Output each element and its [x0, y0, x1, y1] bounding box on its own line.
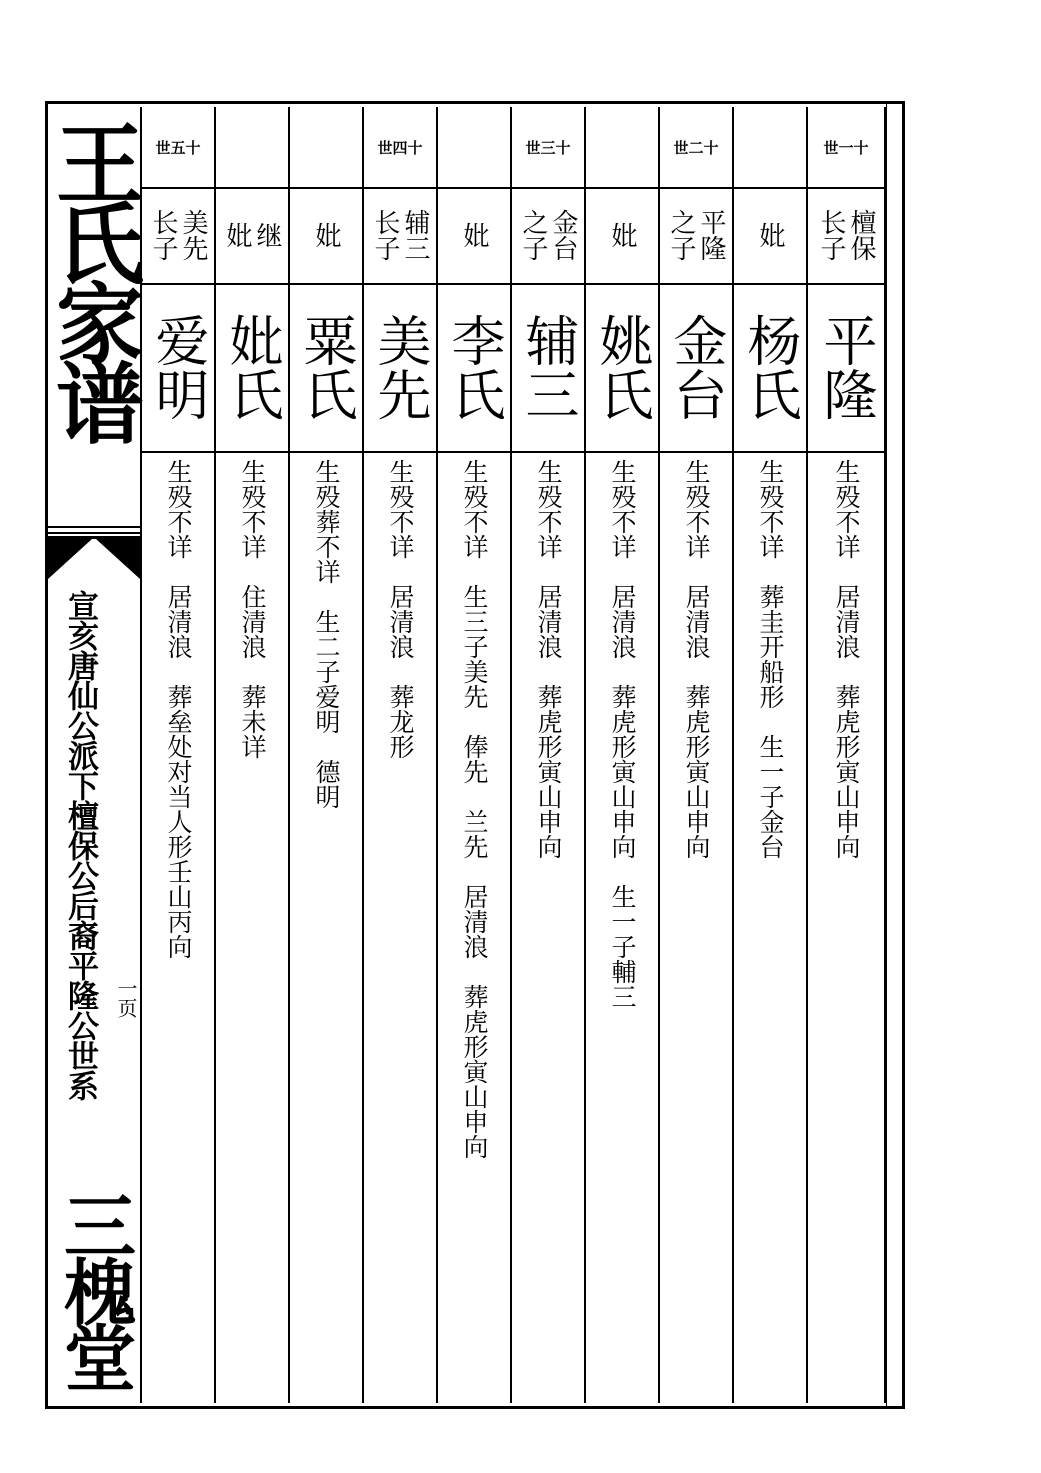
name-cell	[512, 283, 584, 451]
name-cell	[216, 283, 288, 451]
generation-label	[290, 107, 362, 187]
name-cell	[660, 283, 732, 451]
book-spine	[42, 104, 146, 1406]
bio-cell	[586, 459, 658, 1399]
name-cell	[586, 283, 658, 451]
member-column	[658, 107, 732, 1403]
relation-cell	[438, 187, 510, 283]
member-column	[806, 107, 886, 1403]
bio-cell	[364, 459, 436, 1399]
name-cell	[290, 283, 362, 451]
member-column	[288, 107, 362, 1403]
member-bio: 生殁不详 居清浪 葬龙形	[386, 459, 415, 759]
member-bio: 生殁不详 葬圭开船形 生一子金台	[756, 459, 785, 859]
relation-cell	[808, 187, 884, 283]
generation-label: 世一十	[823, 138, 869, 157]
relation-text: 檀保 长子	[816, 209, 876, 261]
member-bio: 生殁不详 居清浪 葬虎形寅山申向 生一子輔三	[608, 459, 637, 1009]
member-column	[732, 107, 806, 1403]
member-bio: 生殁不详 居清浪 葬虎形寅山申向	[534, 459, 563, 859]
relation-cell	[364, 187, 436, 283]
generation-label: 世三十	[525, 138, 571, 157]
relation-cell	[142, 187, 214, 283]
member-name: 美先	[369, 313, 432, 421]
frame-right-margin	[886, 104, 902, 1406]
genealogy-title	[42, 118, 146, 518]
relation-text: 辅三 长子	[370, 209, 430, 261]
relation-cell	[216, 187, 288, 283]
name-cell	[364, 283, 436, 451]
relation-text: 妣	[755, 222, 785, 248]
member-column	[140, 107, 214, 1403]
member-column	[214, 107, 288, 1403]
member-name: 辅三	[517, 313, 580, 421]
lineage-subtitle: 宣亥唐仙公派下檀保公后裔平隆公世系	[62, 590, 98, 1100]
hall-name	[48, 1189, 140, 1409]
generation-label	[734, 107, 806, 187]
generation-label	[216, 107, 288, 187]
genealogy-title-text: 王氏家谱	[42, 118, 146, 438]
member-name: 平隆	[815, 313, 878, 421]
member-name: 杨氏	[739, 313, 802, 421]
genealogy-table	[140, 107, 886, 1403]
bio-cell	[290, 459, 362, 1399]
relation-text: 金台 之子	[518, 209, 578, 261]
title-divider	[48, 526, 140, 528]
bio-cell	[808, 459, 884, 1399]
hall-name-text: 三槐堂	[52, 1189, 137, 1387]
member-column	[362, 107, 436, 1403]
name-cell	[734, 283, 806, 451]
relation-text: 美先 长子	[148, 209, 208, 261]
bio-cell	[216, 459, 288, 1399]
member-name: 金台	[665, 313, 728, 421]
member-bio: 生殁不详 居清浪 葬虎形寅山申向	[832, 459, 861, 859]
member-bio: 生殁不详 居清浪 葬虎形寅山申向	[682, 459, 711, 859]
relation-text: 妣	[311, 222, 341, 248]
member-name: 妣氏	[221, 313, 284, 421]
name-cell	[438, 283, 510, 451]
generation-label: 世四十	[377, 138, 423, 157]
generation-label: 世二十	[673, 138, 719, 157]
relation-text: 继 妣	[222, 222, 282, 248]
relation-text: 妣	[459, 222, 489, 248]
relation-cell	[586, 187, 658, 283]
member-bio: 生殁不详 生三子美先 俸先 兰先 居清浪 葬虎形寅山申向	[460, 459, 489, 1159]
member-column	[584, 107, 658, 1403]
title-divider	[48, 532, 140, 534]
relation-cell	[660, 187, 732, 283]
member-column	[436, 107, 510, 1403]
bio-cell	[734, 459, 806, 1399]
name-cell	[808, 283, 884, 451]
relation-cell	[290, 187, 362, 283]
generation-label	[438, 107, 510, 187]
member-name: 李氏	[443, 313, 506, 421]
bio-cell	[512, 459, 584, 1399]
relation-text: 妣	[607, 222, 637, 248]
member-name: 粟氏	[295, 313, 358, 421]
bio-cell	[438, 459, 510, 1399]
member-name: 姚氏	[591, 313, 654, 421]
relation-cell	[512, 187, 584, 283]
relation-cell	[734, 187, 806, 283]
member-bio: 生殁不详 居清浪 葬垒处对当人形壬山丙向	[164, 459, 193, 959]
page-number: 一页	[114, 978, 138, 1018]
relation-text: 平隆 之子	[666, 209, 726, 261]
member-bio: 生殁不详 住清浪 葬未详	[238, 459, 267, 759]
member-bio: 生殁葬不详 生二子爱明 德明	[312, 459, 341, 809]
name-cell	[142, 283, 214, 451]
generation-label: 世五十	[155, 138, 201, 157]
bio-cell	[142, 459, 214, 1399]
generation-label	[586, 107, 658, 187]
bio-cell	[660, 459, 732, 1399]
member-name: 爱明	[147, 313, 210, 421]
member-column	[510, 107, 584, 1403]
